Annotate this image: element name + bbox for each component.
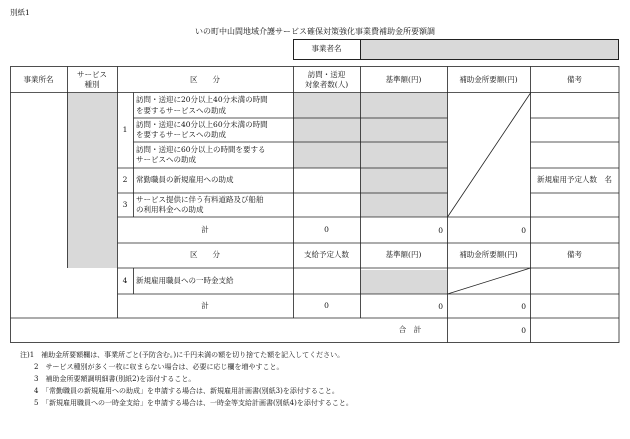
header2-remarks: 備考 bbox=[567, 250, 582, 260]
grand-total-label: 合 計 bbox=[398, 324, 422, 334]
subtotal-1-base: 0 bbox=[438, 225, 443, 235]
item-1b-label: 訪問・送迎に40分以上60分未満の時間 を要するサービスへの助成 bbox=[136, 119, 268, 139]
header-category: 区 分 bbox=[190, 74, 220, 84]
subtotal-2-required: 0 bbox=[521, 301, 526, 311]
item-number-4: 4 bbox=[122, 275, 128, 285]
item-number-2: 2 bbox=[122, 175, 128, 185]
note-5: 5 「新規雇用職員への一時金支給」を申請する場合は、一時金等支給計画書(別紙4)を添付すること。 bbox=[20, 399, 353, 407]
header2-planned: 支給予定人数 bbox=[304, 250, 349, 260]
header-visit-count: 訪問・送迎 対象者数(人) bbox=[304, 69, 349, 89]
note-2: 2 サービス種別が多く一枚に収まらない場合は、必要に応じ欄を増やすこと。 bbox=[20, 363, 284, 371]
note-1: 注)1 補助金所要額欄は、事業所ごと(予防含む。)に千円未満の額を切り捨てた額を記入してください。 bbox=[20, 351, 345, 359]
item-1a-label: 訪問・送迎に20分以上40分未満の時間 を要するサービスへの助成 bbox=[136, 95, 268, 115]
note-4: 4 「常勤職員の新規雇用への助成」を申請する場合は、新規雇用計画書(別紙3)を添付すること。 bbox=[20, 387, 339, 395]
item-1c-label: 訪問・送迎に60分以上の時間を要する サービスへの助成 bbox=[136, 144, 266, 164]
header-office-name: 事業所名 bbox=[23, 74, 54, 84]
subtotal-2-label: 計 bbox=[201, 300, 209, 310]
item-3-label: サービス提供に伴う有料道路及び船舶 の利用料金への助成 bbox=[136, 194, 264, 214]
subtotal-2-count: 0 bbox=[324, 300, 329, 310]
item-4-label: 新規雇用職員への一時金支給 bbox=[136, 275, 234, 285]
note-3: 3 補助金所要額調明細書(別紙2)を添付すること。 bbox=[20, 375, 196, 383]
item-2-remark[interactable]: 新規雇用予定人数 名 bbox=[537, 175, 612, 185]
item-2-label: 常勤職員の新規雇用への助成 bbox=[136, 175, 234, 185]
subtotal-1-count: 0 bbox=[324, 224, 329, 234]
document-title: いの町中山間地域介護サービス確保対策強化事業費補助金所要額調 bbox=[195, 27, 435, 36]
header2-base-amount: 基準額(円) bbox=[385, 250, 422, 260]
header2-required-amount: 補助金所要額(円) bbox=[459, 250, 518, 260]
header-required-amount: 補助金所要額(円) bbox=[459, 74, 518, 84]
header-service-type: サービス 種別 bbox=[77, 69, 107, 89]
subtotal-2-base: 0 bbox=[438, 301, 443, 311]
item-number-1: 1 bbox=[122, 125, 128, 135]
header2-category: 区 分 bbox=[190, 250, 220, 260]
subtotal-1-label: 計 bbox=[201, 224, 209, 234]
header-base-amount: 基準額(円) bbox=[385, 74, 422, 84]
grand-total-value: 0 bbox=[521, 325, 526, 335]
attachment-label: 別紙1 bbox=[10, 8, 30, 17]
office-name-label: 事業者名 bbox=[311, 44, 342, 54]
item-number-3: 3 bbox=[122, 199, 128, 209]
header-remarks: 備考 bbox=[567, 74, 582, 84]
subtotal-1-required: 0 bbox=[521, 225, 526, 235]
